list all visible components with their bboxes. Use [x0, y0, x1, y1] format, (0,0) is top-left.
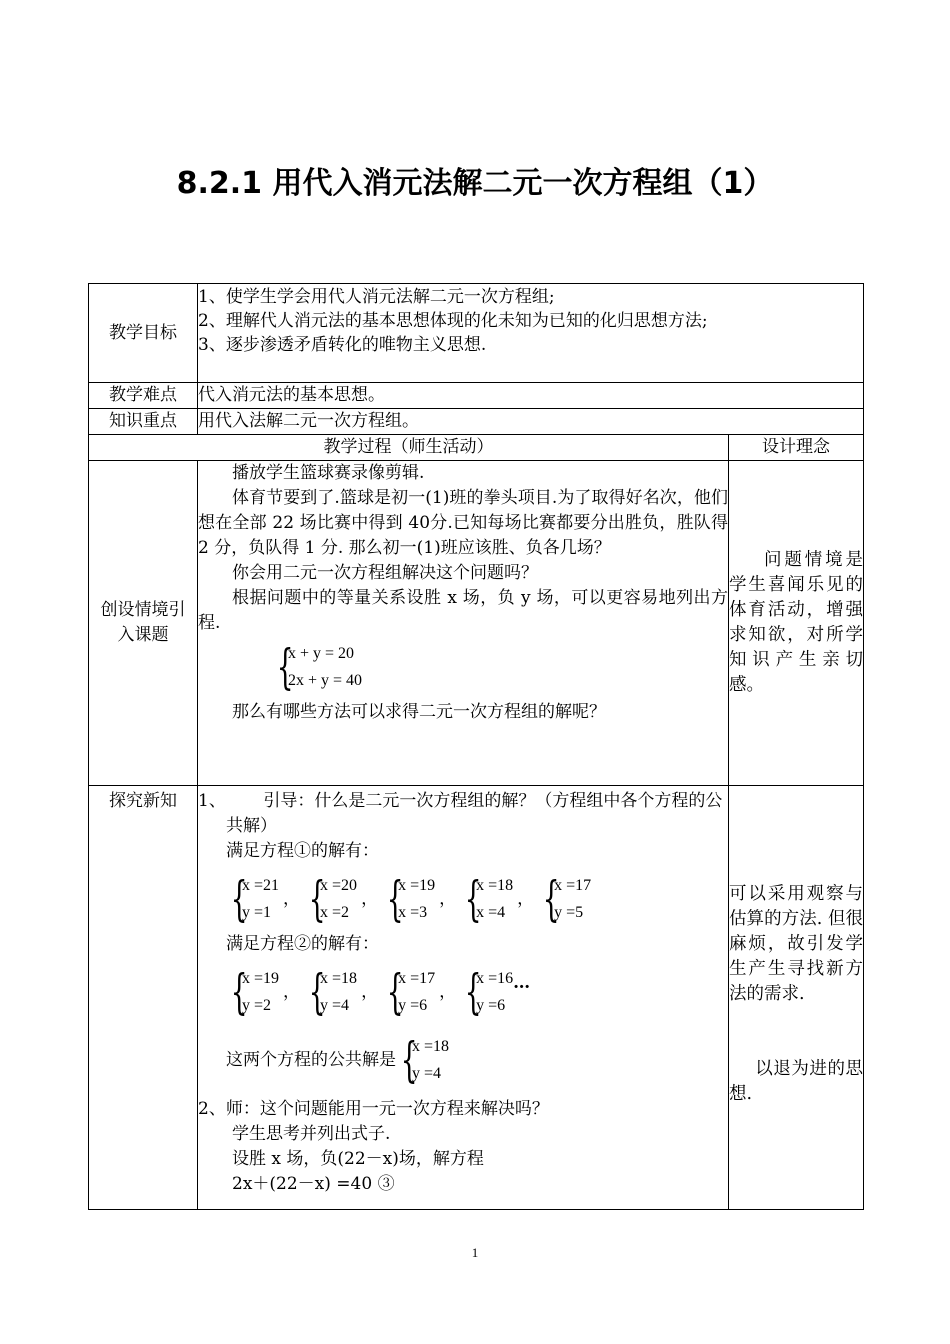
key-row [89, 409, 864, 435]
solution-value: x =17 [398, 970, 436, 987]
process-header: 教学过程（师生活动） [89, 435, 729, 461]
difficulty-row [89, 383, 864, 409]
scene-p5: 那么有哪些方法可以求得二元一次方程组的解呢？ [232, 702, 606, 722]
scene-p4: 根据问题中的等量关系设胜 x 场，负 y 场，可以更容易地列出方程. [198, 588, 728, 633]
brace-icon: { [464, 871, 482, 927]
comma-separator: ， [361, 888, 379, 909]
scene-label [89, 461, 198, 786]
explore-item1 [198, 789, 728, 839]
brace-icon: { [308, 871, 326, 927]
comma-separator: ， [517, 888, 535, 909]
solution-pair [462, 872, 513, 926]
difficulty-text: 代入消元法的基本思想。 [198, 383, 864, 409]
scene-concept [729, 461, 864, 786]
solution-pair [228, 965, 279, 1019]
item2-c: 2x＋(22－x) =40 ③ [232, 1174, 395, 1194]
key-label: 知识重点 [89, 409, 198, 435]
explore-label: 探究新知 [89, 786, 198, 1210]
scene-label-text: 创设情境引入课题 [100, 600, 186, 645]
equation-2: 2x + y = 40 [288, 672, 363, 689]
solution-value: y =4 [320, 997, 350, 1014]
equation-system [274, 640, 728, 694]
solution-value: y =6 [476, 997, 506, 1014]
solution-value: x =21 [242, 877, 280, 894]
sat1-text: 满足方程①的解有： [226, 841, 379, 861]
comma-separator: ， [361, 981, 379, 1002]
sat2-text: 满足方程②的解有： [226, 934, 379, 954]
solution-value: x =20 [320, 877, 358, 894]
solution-value: x =19 [242, 970, 280, 987]
difficulty-label: 教学难点 [89, 383, 198, 409]
page-number: 1 [471, 1245, 479, 1260]
solution-pair [306, 872, 357, 926]
header-row [89, 435, 864, 461]
explore-concept-2: 以退为进的思想. [729, 1059, 864, 1104]
explore-concept-1: 可以采用观察与估算的方法. 但很麻烦，故引发学生产生寻找新方法的需求. [729, 884, 864, 1004]
scene-concept-text: 问题情境是学生喜闻乐见的体育活动，增强求知欲，对所学知识产生亲切感。 [729, 550, 864, 695]
solution-value: x =18 [320, 970, 358, 987]
lesson-table [88, 283, 864, 1210]
scene-p2: 体育节要到了.篮球是初一(1)班的拳头项目.为了取得好名次，他们想在全部 22 场比赛中得到 40分.已知每场比赛都要分出胜负，胜队得 2 分，负队得 1 分. 那么初一(1)班应该胜、负各几场？ [198, 488, 728, 558]
comma-separator: ， [439, 981, 457, 1002]
explore-content [198, 786, 729, 1210]
brace-icon: { [230, 871, 248, 927]
solution-value: x =16 [476, 970, 514, 987]
solution-value: y =5 [554, 904, 584, 921]
solution-pair [384, 872, 435, 926]
brace-icon: { [400, 1032, 418, 1088]
key-text: 用代入法解二元一次方程组。 [198, 409, 864, 435]
item2-b: 设胜 x 场，负(22－x)场，解方程 [232, 1149, 484, 1169]
page-title: 8.2.1 用代入消元法解二元一次方程组（1） [176, 166, 774, 201]
goal-line-2: 2、理解代人消元法的基本思想体现的化未知为已知的化归思想方法; [198, 311, 708, 331]
solution-value: x =2 [320, 904, 350, 921]
solution-value: x =18 [476, 877, 514, 894]
ellipsis: … [513, 972, 531, 993]
item2-a: 学生思考并列出式子. [232, 1124, 391, 1144]
common-solution-row [198, 1033, 728, 1087]
comma-separator: ， [439, 888, 457, 909]
solution-pair [384, 965, 435, 1019]
solution-value: y =2 [242, 997, 272, 1014]
solutions-set-1 [198, 872, 728, 926]
solutions-set-2 [198, 965, 728, 1019]
equation-1: x + y = 20 [288, 645, 355, 662]
goal-line-3: 3、逐步渗透矛盾转化的唯物主义思想. [198, 335, 487, 355]
brace-icon: { [386, 964, 404, 1020]
item2-text: 2、师：这个问题能用一元一次方程来解决吗？ [198, 1099, 549, 1119]
solution-pair [540, 872, 591, 926]
comma-separator: ， [283, 981, 301, 1002]
comma-separator: ， [283, 888, 301, 909]
brace-icon: { [230, 964, 248, 1020]
explore-concept [729, 786, 864, 1210]
solution-value: y =6 [398, 997, 428, 1014]
brace-icon: { [308, 964, 326, 1020]
item1-num: 1、 [198, 791, 226, 811]
scene-content [198, 461, 729, 786]
brace-icon: { [542, 871, 560, 927]
solution-pair [228, 872, 279, 926]
solution-value: x =17 [554, 877, 592, 894]
goals-row [89, 284, 864, 383]
solution-value: x =4 [476, 904, 506, 921]
goal-line-1: 1、使学生学会用代人消元法解二元一次方程组; [198, 287, 555, 307]
scene-row [89, 461, 864, 786]
common-y: y =4 [412, 1065, 442, 1082]
concept-header: 设计理念 [729, 435, 864, 461]
scene-p3: 你会用二元一次方程组解决这个问题吗？ [232, 563, 538, 583]
common-x: x =18 [412, 1038, 450, 1055]
scene-p1: 播放学生篮球赛录像剪辑. [232, 463, 425, 483]
solution-pair [462, 965, 513, 1019]
brace-icon: { [386, 871, 404, 927]
item1-text: 引导：什么是二元一次方程组的解？（方程组中各个方程的公共解） [226, 791, 723, 836]
solution-pair [306, 965, 357, 1019]
solution-value: x =19 [398, 877, 436, 894]
brace-icon: { [464, 964, 482, 1020]
solution-value: x =3 [398, 904, 428, 921]
solution-value: y =1 [242, 904, 272, 921]
explore-row [89, 786, 864, 1210]
goals-content [198, 284, 864, 383]
brace-icon: { [276, 639, 294, 695]
common-text: 这两个方程的公共解是 [226, 1049, 396, 1070]
goals-label: 教学目标 [89, 284, 198, 383]
